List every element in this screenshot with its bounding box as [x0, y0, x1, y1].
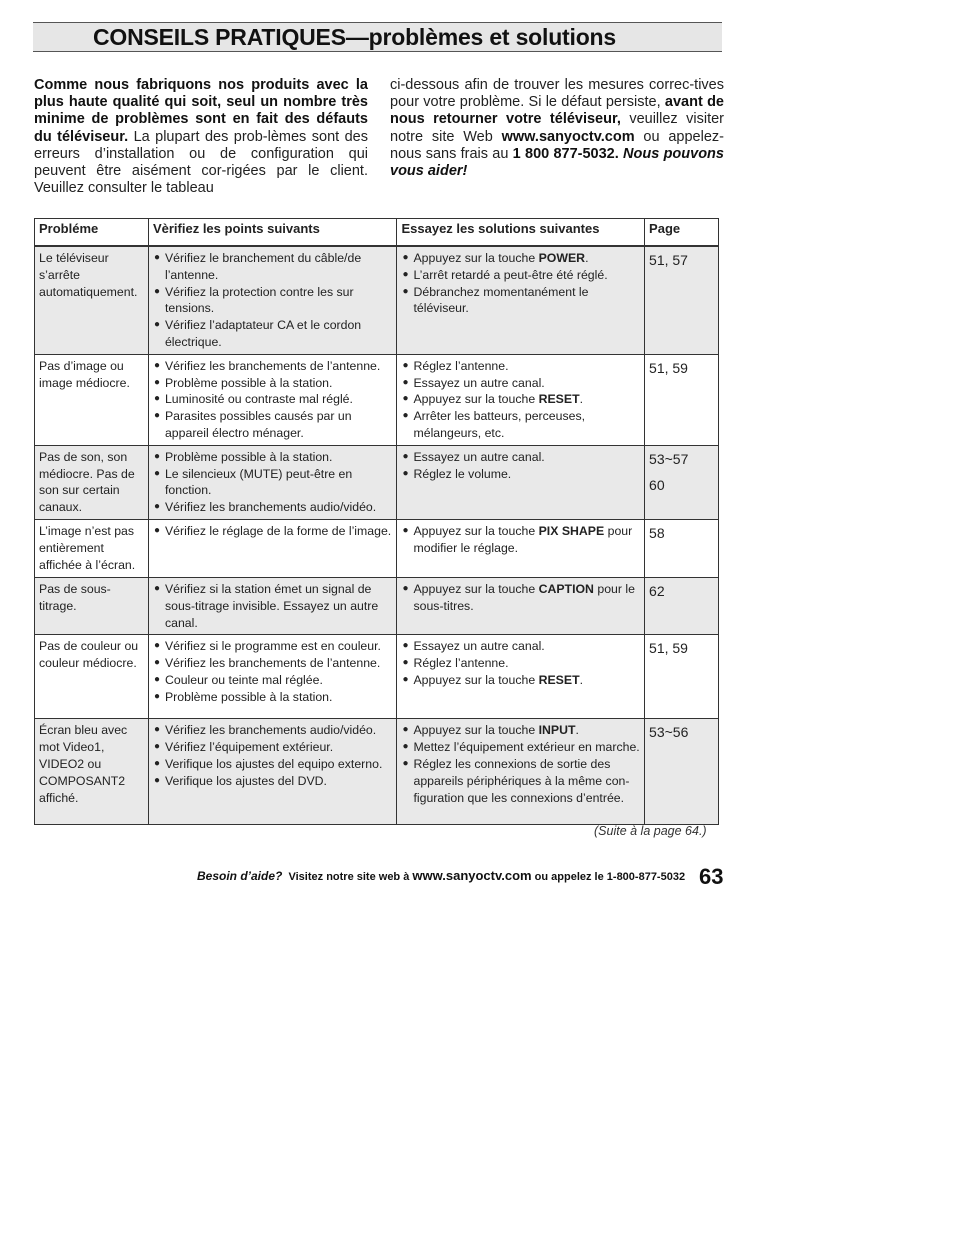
intro-text: veuillez visiter notre site Web — [390, 111, 724, 145]
footer — [197, 868, 685, 883]
check-item — [153, 722, 393, 739]
solution-cell — [397, 354, 645, 445]
page-cell — [645, 246, 719, 354]
troubleshooting-table — [34, 218, 719, 825]
solution-item — [401, 408, 640, 442]
bullet-icon: ● — [153, 319, 161, 331]
header-problem: Probléme — [35, 219, 149, 247]
check-item — [153, 408, 393, 442]
solution-cell — [397, 246, 645, 354]
bullet-icon: ● — [153, 690, 161, 702]
solution-text: Essayez un autre canal. — [413, 639, 545, 654]
intro-bold-warning: avant de nous retourner votre téléviseur, — [390, 94, 724, 128]
key-name: PIX SHAPE — [538, 523, 605, 538]
table-row — [35, 519, 719, 577]
solution-item — [401, 581, 640, 615]
footer-website-link[interactable]: www.sanyoctv.com — [412, 868, 532, 883]
bullet-icon: ● — [402, 741, 409, 753]
page-cell — [645, 519, 719, 577]
check-cell — [148, 246, 397, 354]
intro-column-1 — [34, 77, 368, 197]
page-reference: 58 — [649, 524, 665, 541]
bullet-icon: ● — [402, 524, 409, 536]
table-row — [35, 635, 719, 719]
phone-number: 1 800 877-5032. — [512, 145, 619, 162]
page-cell — [645, 635, 719, 719]
bullet-icon: ● — [153, 724, 161, 736]
bullet-icon: ● — [153, 774, 161, 786]
check-text: Vérifiez les branchements de l’antenne. — [164, 358, 381, 373]
intro-bold-lead: Comme nous fabriquons nos produits avec la plus haute qualité qui soit, seul un nombre très minime de problèmes sont en fait des défauts du téléviseur. — [34, 77, 368, 145]
footer-call: ou appelez le 1-800-877-5032 — [534, 871, 686, 883]
problem-cell: Pas de sous-titrage. — [35, 577, 149, 634]
key-name: RESET — [538, 672, 580, 687]
solution-text: Arrêter les batteurs, perceuses, mélangeurs, etc. — [413, 409, 586, 440]
bullet-icon: ● — [402, 410, 409, 422]
header-solution: Essayez les solutions suivantes — [397, 219, 645, 247]
bullet-icon: ● — [402, 285, 409, 297]
check-item — [153, 375, 393, 392]
continued-note: (Suite à la page 64.) — [594, 824, 707, 838]
check-cell — [148, 635, 397, 719]
bullet-icon: ● — [153, 524, 161, 536]
intro-column-2 — [390, 77, 724, 180]
bullet-icon: ● — [402, 673, 409, 685]
problem-cell: Pas d’image ou image médiocre. — [35, 354, 149, 445]
intro-closing: Nous pouvons vous aider! — [390, 145, 724, 180]
bullet-icon: ● — [402, 757, 409, 769]
solution-text: Appuyez sur la touche — [413, 723, 539, 738]
solution-text: L’arrêt retardé a peut-être été réglé. — [413, 267, 608, 282]
check-item — [153, 773, 393, 790]
key-name: RESET — [538, 392, 580, 407]
problem-cell: Pas de couleur ou couleur médiocre. — [35, 635, 149, 719]
page-reference: 53~56 — [649, 724, 689, 741]
check-item — [153, 499, 393, 516]
check-text: Problème possible à la station. — [164, 689, 333, 704]
solution-text: Réglez l’antenne. — [413, 656, 509, 671]
intro-text: ou appelez-nous sans frais au — [390, 128, 724, 162]
bullet-icon: ● — [402, 268, 409, 280]
solution-text: Réglez l’antenne. — [413, 358, 509, 373]
page-reference: 51, 57 — [649, 252, 688, 268]
check-item — [153, 391, 393, 408]
solution-text: . — [585, 251, 589, 265]
table-row — [35, 719, 719, 825]
bullet-icon: ● — [402, 252, 409, 263]
check-text: Le silencieux (MUTE) peut-être en fonction. — [164, 466, 353, 498]
check-cell — [148, 719, 397, 825]
solution-item — [401, 375, 640, 392]
page-cell — [645, 577, 719, 634]
page-cell — [645, 445, 719, 519]
bullet-icon: ● — [402, 376, 409, 388]
solution-cell — [397, 577, 645, 634]
bullet-icon: ● — [153, 757, 161, 769]
check-item — [153, 284, 393, 318]
bullet-icon: ● — [153, 673, 161, 685]
bullet-icon: ● — [153, 359, 161, 371]
table-row — [35, 246, 719, 354]
solution-item — [401, 756, 640, 806]
header-check: Vèrifiez les points suivants — [148, 219, 397, 247]
check-text: Vérifiez le réglage de la forme de l’image. — [164, 523, 392, 538]
solution-text: Débranchez momentanément le téléviseur. — [413, 284, 589, 316]
solution-text: pour modifier le réglage. — [413, 523, 633, 555]
website-link[interactable]: www.sanyoctv.com — [501, 128, 635, 145]
page-cell — [645, 354, 719, 445]
key-name: CAPTION — [538, 581, 594, 596]
check-text: Couleur ou teinte mal réglée. — [164, 672, 323, 687]
page-cell — [645, 719, 719, 825]
solution-text: Essayez un autre canal. — [413, 375, 545, 390]
check-item — [153, 689, 393, 706]
problem-cell: Écran bleu avec mot Video1, VIDEO2 ou COMPOSANT2 affiché. — [35, 719, 149, 825]
bullet-icon: ● — [153, 376, 161, 388]
bullet-icon: ● — [402, 467, 409, 479]
bullet-icon: ● — [153, 657, 161, 669]
solution-text: Appuyez sur la touche — [413, 251, 539, 265]
solution-text: Essayez un autre canal. — [413, 449, 545, 464]
solution-item — [401, 523, 640, 557]
bullet-icon: ● — [153, 640, 161, 652]
solution-item — [401, 655, 640, 672]
bullet-icon: ● — [153, 285, 161, 297]
solution-text: Appuyez sur la touche — [413, 392, 539, 407]
problem-cell: L’image n’est pas entièrement affichée à l’écran. — [35, 519, 149, 577]
solution-text: Réglez le volume. — [413, 466, 512, 481]
bullet-icon: ● — [402, 582, 409, 594]
problem-cell: Le téléviseur s’arrête automatiquement. — [35, 246, 149, 354]
page-reference: 53~57 — [649, 450, 689, 467]
solution-item — [401, 391, 640, 408]
solution-text: Appuyez sur la touche — [413, 672, 539, 687]
bullet-icon: ● — [402, 359, 409, 371]
check-cell — [148, 519, 397, 577]
check-text: Vérifiez les branchements de l’antenne. — [164, 656, 381, 671]
key-name: INPUT — [538, 723, 576, 738]
bullet-icon: ● — [153, 501, 161, 513]
check-text: Vérifiez si la station émet un signal de sous-titrage invisible. Essayez un autre canal. — [164, 581, 379, 630]
solution-item — [401, 722, 640, 739]
solution-item — [401, 358, 640, 375]
solution-item — [401, 739, 640, 756]
key-name: POWER — [538, 251, 586, 265]
check-item — [153, 756, 393, 773]
table-header-row — [35, 219, 719, 247]
check-item — [153, 466, 393, 500]
solution-text: Réglez les connexions de sortie des appareils périphériques à la même con-figuration que les connexions d’entrée. — [413, 756, 630, 805]
solution-text: Mettez l’équipement extérieur en marche. — [413, 740, 640, 755]
footer-visit: Visitez notre site web à — [288, 871, 410, 883]
solution-item — [401, 250, 640, 267]
check-item — [153, 250, 393, 284]
check-item — [153, 638, 393, 655]
check-text: Problème possible à la station. — [164, 449, 333, 464]
bullet-icon: ● — [153, 252, 161, 263]
solution-text: . — [575, 723, 579, 738]
solution-text: . — [579, 392, 584, 407]
problem-cell: Pas de son, son médiocre. Pas de son sur certain canaux. — [35, 445, 149, 519]
check-item — [153, 449, 393, 466]
solution-text: . — [579, 672, 584, 687]
bullet-icon: ● — [402, 450, 409, 462]
table-row — [35, 445, 719, 519]
bullet-icon: ● — [402, 657, 409, 669]
check-text: Problème possible à la station. — [164, 375, 333, 390]
check-text: Vérifiez l’adaptateur CA et le cordon électrique. — [164, 318, 362, 349]
page-reference: 51, 59 — [649, 359, 688, 376]
page-reference: 60 — [649, 476, 665, 493]
solution-cell — [397, 719, 645, 825]
check-cell — [148, 354, 397, 445]
bullet-icon: ● — [153, 741, 161, 753]
check-text: Vérifiez le branchement du câble/de l’antenne. — [164, 251, 362, 282]
check-item — [153, 523, 393, 540]
bullet-icon: ● — [402, 724, 409, 736]
page-title: CONSEILS PRATIQUES—problèmes et solutions — [93, 24, 617, 50]
solution-cell — [397, 519, 645, 577]
solution-item — [401, 267, 640, 284]
bullet-icon: ● — [153, 393, 161, 405]
check-text: Vérifiez les branchements audio/vidéo. — [164, 723, 377, 738]
solution-text: Appuyez sur la touche — [413, 523, 539, 538]
check-cell — [148, 577, 397, 634]
title-bar — [33, 22, 722, 52]
check-item — [153, 739, 393, 756]
bullet-icon: ● — [402, 640, 409, 652]
check-text: Vérifiez l’équipement extérieur. — [164, 740, 334, 755]
solution-item — [401, 672, 640, 689]
check-text: Verifique los ajustes del equipo externo. — [164, 756, 383, 771]
table-row — [35, 577, 719, 634]
bullet-icon: ● — [153, 450, 161, 462]
check-text: Vérifiez si le programme est en couleur. — [164, 639, 381, 654]
check-item — [153, 358, 393, 375]
solution-item — [401, 449, 640, 466]
check-cell — [148, 445, 397, 519]
bullet-icon: ● — [153, 410, 161, 422]
footer-help: Besoin d’aide? — [197, 869, 283, 883]
header-page: Page — [645, 219, 719, 247]
solution-cell — [397, 635, 645, 719]
check-text: Parasites possibles causés par un appareil électro ménager. — [164, 409, 352, 440]
check-item — [153, 672, 393, 689]
solution-item — [401, 466, 640, 483]
table-row — [35, 354, 719, 445]
bullet-icon: ● — [402, 393, 409, 405]
solution-item — [401, 638, 640, 655]
bullet-icon: ● — [153, 582, 161, 594]
check-item — [153, 317, 393, 351]
check-text: Vérifiez les branchements audio/vidéo. — [164, 500, 377, 515]
check-text: Luminosité ou contraste mal réglé. — [164, 392, 353, 407]
intro-text: La plupart des prob-lèmes sont des erreurs d’installation ou de configuration qui peuvent être aisément cor-rigées par le client. Veuillez consulter le tableau — [34, 128, 368, 197]
page-reference: 51, 59 — [649, 640, 688, 657]
check-item — [153, 655, 393, 672]
solution-text: Appuyez sur la touche — [413, 581, 539, 596]
solution-item — [401, 284, 640, 318]
bullet-icon: ● — [153, 467, 161, 479]
intro-text: ci-dessous afin de trouver les mesures correc-tives pour votre problème. Si le défaut persiste, — [390, 77, 724, 111]
check-item — [153, 581, 393, 631]
solution-cell — [397, 445, 645, 519]
check-text: Verifique los ajustes del DVD. — [164, 773, 327, 788]
page-reference: 62 — [649, 582, 665, 599]
check-text: Vérifiez la protection contre les sur tensions. — [164, 284, 354, 316]
page-number: 63 — [699, 864, 724, 889]
solution-text: pour le sous-titres. — [413, 581, 635, 613]
